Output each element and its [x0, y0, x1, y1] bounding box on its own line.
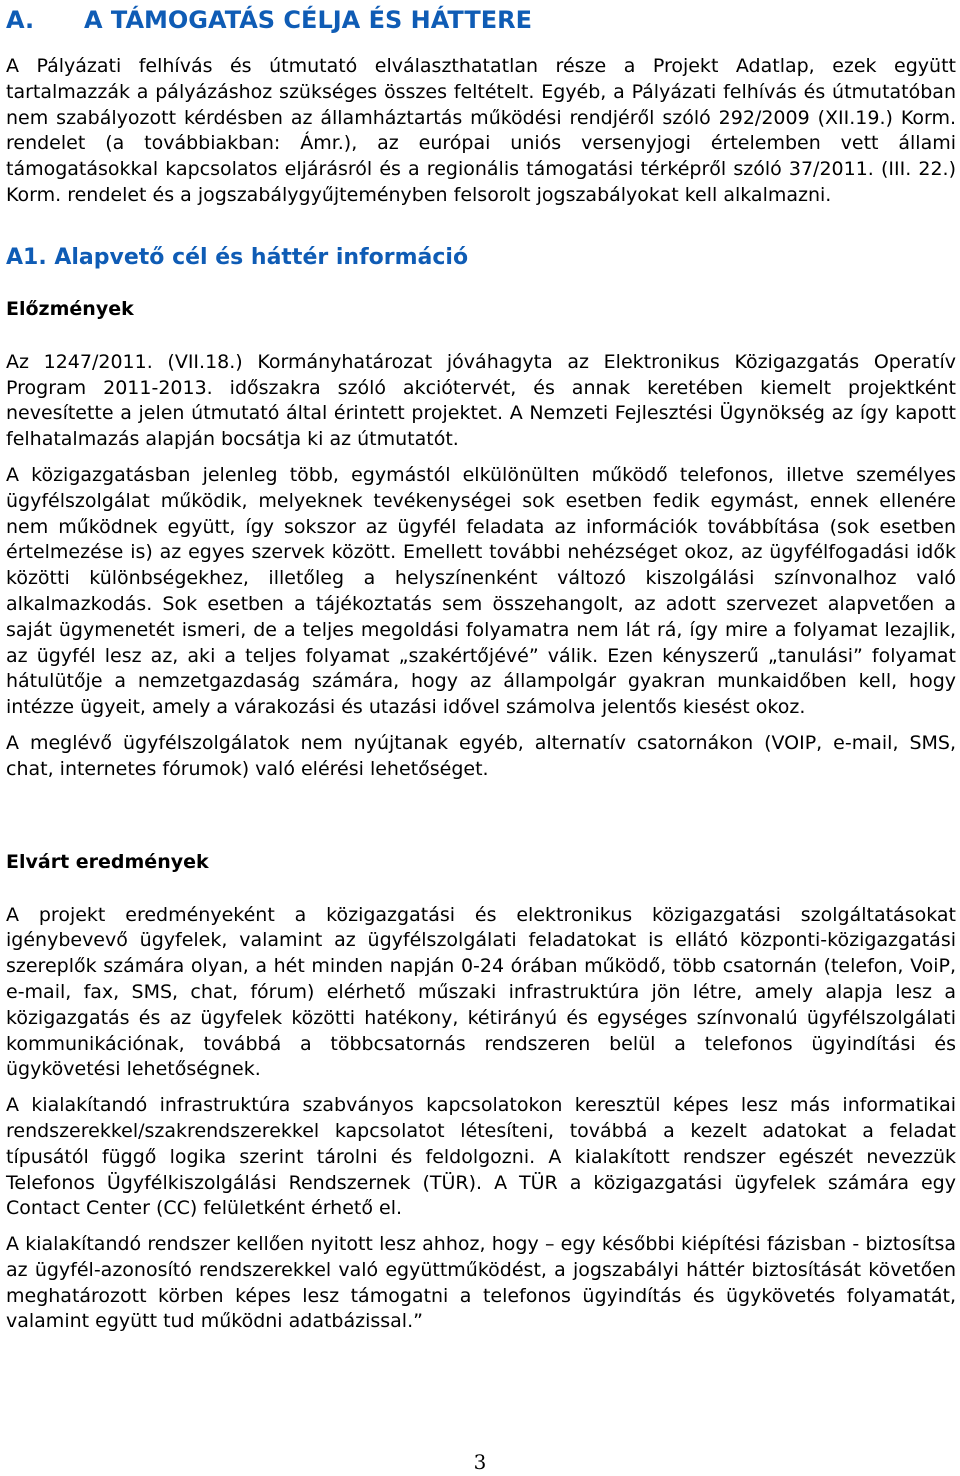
expected-results-heading: Elvárt eredmények: [6, 850, 209, 873]
section-title: A TÁMOGATÁS CÉLJA ÉS HÁTTERE: [84, 6, 532, 34]
background-paragraph: A közigazgatásban jelenleg több, egymástól elkülönülten működő telefonos, illetve személyes ügyfélszolgálat működik, melyeknek tevékenységei sok esetben fedik egymást, ennek ellenére nem működnek együtt, így sokszor az ügyfél feladata az információk továbbítása (sok esetben értelmezése is) az egyes szervek között. Emellett további nehézséget okoz, az ügyfélfogadási idők közötti különbségekhez, illetőleg a helyszínenként változó kiszolgálási színvonalhoz való alkalmazkodás. Sok esetben a tájékoztatás sem összehangolt, az adott szervezet alapvetően a saját ügymenetét ismeri, de a teljes megoldási folyamatra nem lát rá, így mire a folyamat lezajlik, az ügyfél lesz az, aki a teljes folyamat „szakértőjévé” válik. Ezen kényszerű „tanulási” folyamat hátulütője a nemzetgazdaság számára, hogy az állampolgár gyakran munkaidőben kell, hogy intézze ügyeit, amely a várakozási és utazási idővel számolva jelentős kiesést okoz.: [6, 463, 956, 719]
expected-results-paragraph: A projekt eredményeként a közigazgatási és elektronikus közigazgatási szolgáltatásokat igénybevevő ügyfelek, valamint az ügyfélszolgálati feladatokat is ellátó központi-közigazgatási szereplők számára olyan, a hét minden napján 0-24 órában működő, több csatornán (telefon, VoiP, e-mail, fax, SMS, chat, fórum) elérhető műszaki infrastruktúra jön létre, amely alapja lesz a közigazgatás és az ügyfelek közötti hatékony, kétirányú és egységes színvonalú ügyfélszolgálati kommunikációnak, továbbá a többcsatornás rendszeren belül a telefonos ügyindítási és ügykövetési lehetőségnek.: [6, 903, 956, 1081]
document-page: [6, 0, 956, 1335]
background-paragraph: A meglévő ügyfélszolgálatok nem nyújtanak egyéb, alternatív csatornákon (VOIP, e-mail, SMS, chat, internetes fórumok) való elérési lehetőséget.: [6, 731, 956, 780]
section-letter: A.: [6, 6, 35, 34]
page-number: 3: [473, 1450, 487, 1474]
expected-results-paragraph: A kialakítandó infrastruktúra szabványos kapcsolatokon keresztül képes lesz más informatikai rendszerekkel/szakrendszerekkel kapcsolatot létesíteni, továbbá a kezelt adatokat a feladat típusától függő logika szerint tárolni és feldolgozni. A kialakított rendszer egészét nevezzük Telefonos Ügyfélkiszolgálási Rendszernek (TÜR). A TÜR a közigazgatási ügyfelek számára egy Contact Center (CC) felületként érhető el.: [6, 1094, 956, 1220]
intro-paragraph: A Pályázati felhívás és útmutató elválaszthatatlan része a Projekt Adatlap, ezek együtt tartalmazzák a pályázáshoz szükséges összes feltételt. Egyéb, a Pályázati felhívás és útmutatóban nem szabályozott kérdésben az államháztartás működési rendjéről szóló 292/2009 (XII.19.) Korm. rendelet (a továbbiakban: Ámr.), az európai uniós versenyjogi értelemben vett állami támogatásokkal kapcsolatos eljárásról és a regionális támogatási térképről szóló 37/2011. (III. 22.) Korm. rendelet és a jogszabálygyűjteményben felsorolt jogszabályokat kell alkalmazni.: [6, 55, 956, 206]
expected-results-paragraph: A kialakítandó rendszer kellően nyitott lesz ahhoz, hogy – egy későbbi kiépítési fázisban - biztosítsa az ügyfél-azonosító rendszerekkel való együttműködést, a jogszabályi háttér biztosítását követően meghatározott körben képes lesz támogatni a telefonos ügyindítás és ügykövetés folyamatát, valamint együtt tud működni adatbázissal.”: [6, 1233, 956, 1333]
background-paragraph: Az 1247/2011. (VII.18.) Kormányhatározat jóváhagyta az Elektronikus Közigazgatás Operatív Program 2011-2013. időszakra szóló akciótervét, és annak keretében kiemelt projektként nevesítette a jelen útmutató által érintett projektet. A Nemzeti Fejlesztési Ügynökség az így kapott felhatalmazás alapján bocsátja ki az útmutatót.: [6, 350, 956, 451]
background-heading: Előzmények: [6, 297, 134, 320]
section-heading: [6, 6, 956, 34]
subsection-heading: A1. Alapvető cél és háttér információ: [6, 244, 469, 270]
